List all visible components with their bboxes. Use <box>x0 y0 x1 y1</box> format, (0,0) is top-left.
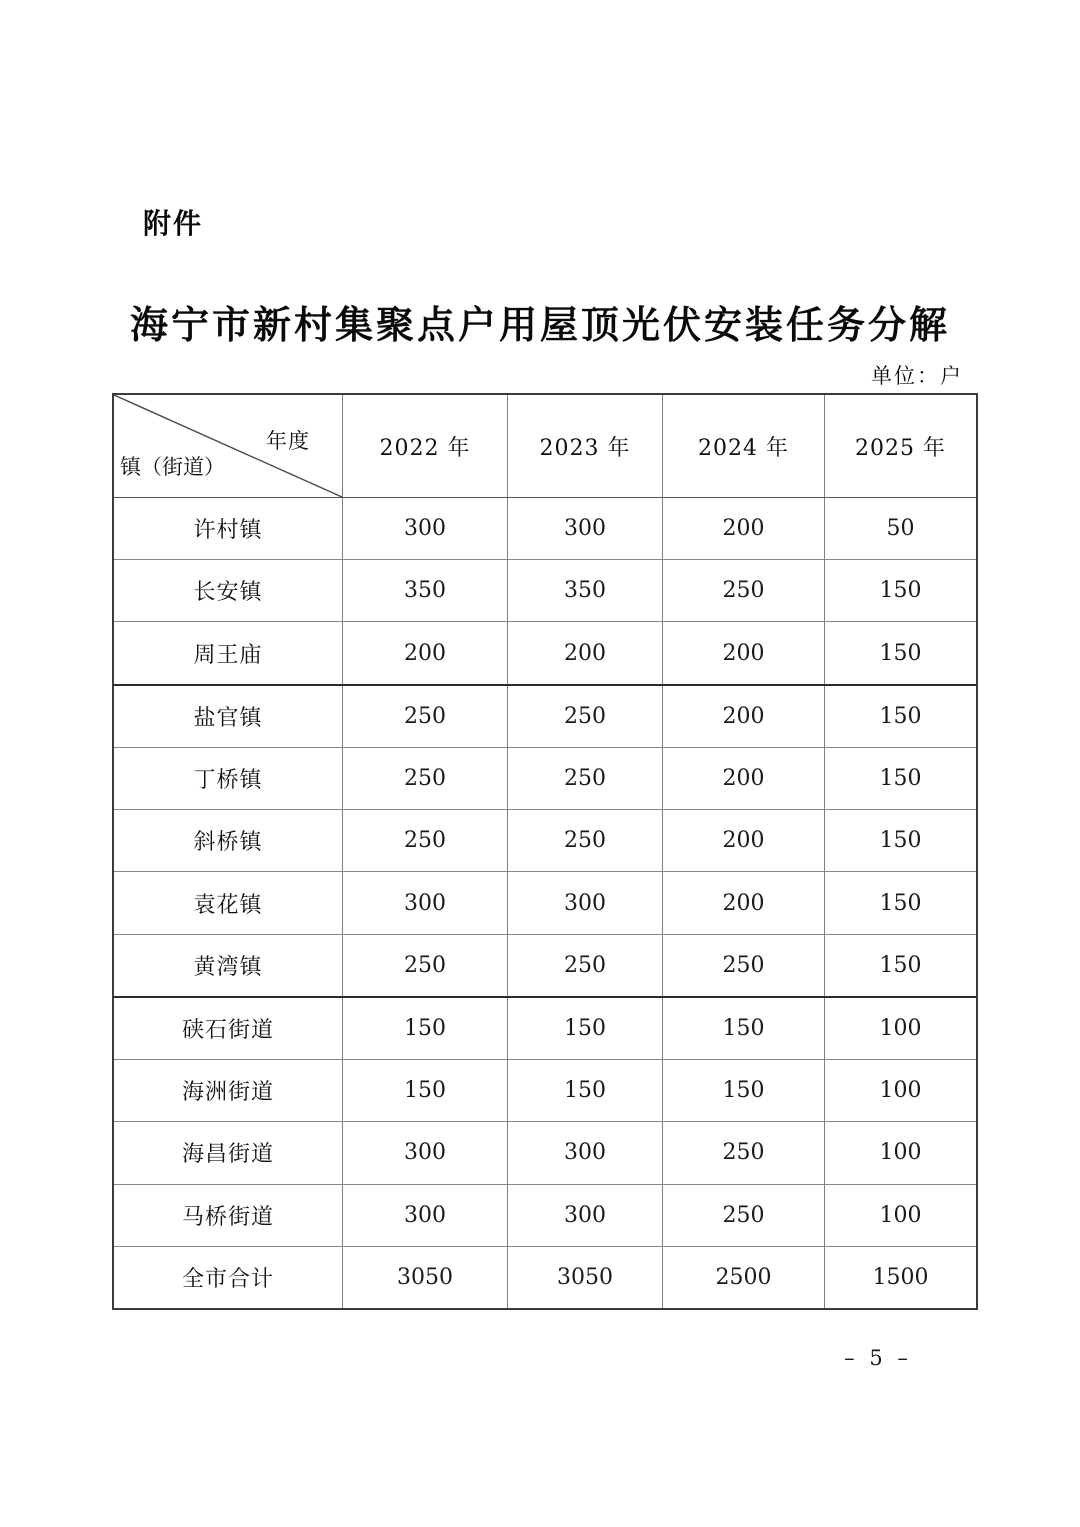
value-cell: 250 <box>508 748 663 809</box>
town-name-cell: 马桥街道 <box>114 1185 343 1246</box>
value-cell: 200 <box>663 622 825 683</box>
value-cell: 250 <box>343 935 508 996</box>
corner-label-year: 年度 <box>266 430 310 453</box>
table-row <box>114 560 976 622</box>
value-cell: 300 <box>343 872 508 933</box>
value-cell: 100 <box>879 1202 922 1228</box>
table-row <box>114 810 976 872</box>
document-title: 海宁市新村集聚点户用屋顶光伏安装任务分解 <box>129 302 950 347</box>
total-value-cell: 2500 <box>663 1247 825 1308</box>
value-cell: 100 <box>879 1140 922 1166</box>
value-cell: 250 <box>508 810 663 871</box>
value-cell: 150 <box>879 703 922 729</box>
table-row-total <box>114 1247 976 1308</box>
table-row <box>114 498 976 560</box>
year-header-2022: 2022 年 <box>343 395 508 497</box>
value-cell: 150 <box>508 998 663 1059</box>
table-row <box>114 686 976 748</box>
town-name-cell: 长安镇 <box>114 560 343 621</box>
table-row <box>114 998 976 1060</box>
value-cell: 50 <box>886 516 915 542</box>
town-name-cell: 海昌街道 <box>114 1122 343 1183</box>
value-cell: 250 <box>663 560 825 621</box>
value-cell: 150 <box>879 828 922 854</box>
year-header-2024: 2024 年 <box>663 395 825 497</box>
total-label-cell: 全市合计 <box>114 1247 343 1308</box>
value-cell: 250 <box>663 1122 825 1183</box>
value-cell: 250 <box>663 935 825 996</box>
value-cell: 200 <box>663 748 825 809</box>
value-cell: 300 <box>508 1185 663 1246</box>
value-cell: 150 <box>663 1060 825 1121</box>
town-name-cell: 黄湾镇 <box>114 935 343 996</box>
table-header-row <box>114 395 976 498</box>
table-row <box>114 622 976 685</box>
value-cell: 250 <box>508 686 663 747</box>
value-cell: 150 <box>663 998 825 1059</box>
total-value-cell: 3050 <box>508 1247 663 1308</box>
value-cell: 300 <box>343 1185 508 1246</box>
value-cell: 300 <box>508 1122 663 1183</box>
value-cell: 200 <box>663 810 825 871</box>
value-cell: 100 <box>879 1015 922 1041</box>
value-cell: 300 <box>508 498 663 559</box>
value-cell: 300 <box>343 1122 508 1183</box>
value-cell: 150 <box>508 1060 663 1121</box>
table-row <box>114 1060 976 1122</box>
value-cell: 250 <box>508 935 663 996</box>
value-cell: 350 <box>508 560 663 621</box>
page-number: – 5 – <box>844 1346 912 1370</box>
table-row <box>114 1122 976 1184</box>
value-cell: 150 <box>879 766 922 792</box>
value-cell: 150 <box>343 998 508 1059</box>
value-cell: 350 <box>343 560 508 621</box>
task-table <box>112 393 978 1310</box>
value-cell: 150 <box>879 578 922 604</box>
value-cell: 250 <box>343 686 508 747</box>
corner-label-town: 镇（街道） <box>120 456 225 479</box>
value-cell: 150 <box>879 952 922 978</box>
town-name-cell: 袁花镇 <box>114 872 343 933</box>
value-cell: 100 <box>879 1078 922 1104</box>
town-name-cell: 盐官镇 <box>114 686 343 747</box>
value-cell: 200 <box>663 686 825 747</box>
attachment-label: 附件 <box>143 208 204 239</box>
year-header-2023: 2023 年 <box>508 395 663 497</box>
value-cell: 200 <box>343 622 508 683</box>
value-cell: 300 <box>343 498 508 559</box>
table-row <box>114 935 976 998</box>
unit-label: 单位：户 <box>871 365 963 388</box>
town-name-cell: 斜桥镇 <box>114 810 343 871</box>
town-name-cell: 许村镇 <box>114 498 343 559</box>
value-cell: 250 <box>343 810 508 871</box>
town-name-cell: 丁桥镇 <box>114 748 343 809</box>
value-cell: 150 <box>879 890 922 916</box>
total-value-cell: 1500 <box>872 1264 929 1290</box>
total-value-cell: 3050 <box>343 1247 508 1308</box>
year-header-2025: 2025 年 <box>855 435 946 461</box>
table-row <box>114 872 976 934</box>
town-name-cell: 硖石街道 <box>114 998 343 1059</box>
value-cell: 200 <box>508 622 663 683</box>
value-cell: 300 <box>508 872 663 933</box>
value-cell: 200 <box>663 498 825 559</box>
value-cell: 150 <box>343 1060 508 1121</box>
town-name-cell: 周王庙 <box>114 622 343 683</box>
table-row <box>114 748 976 810</box>
value-cell: 250 <box>663 1185 825 1246</box>
value-cell: 200 <box>663 872 825 933</box>
value-cell: 250 <box>343 748 508 809</box>
table-corner-cell <box>114 395 343 497</box>
value-cell: 150 <box>879 640 922 666</box>
table-row <box>114 1185 976 1247</box>
town-name-cell: 海洲街道 <box>114 1060 343 1121</box>
